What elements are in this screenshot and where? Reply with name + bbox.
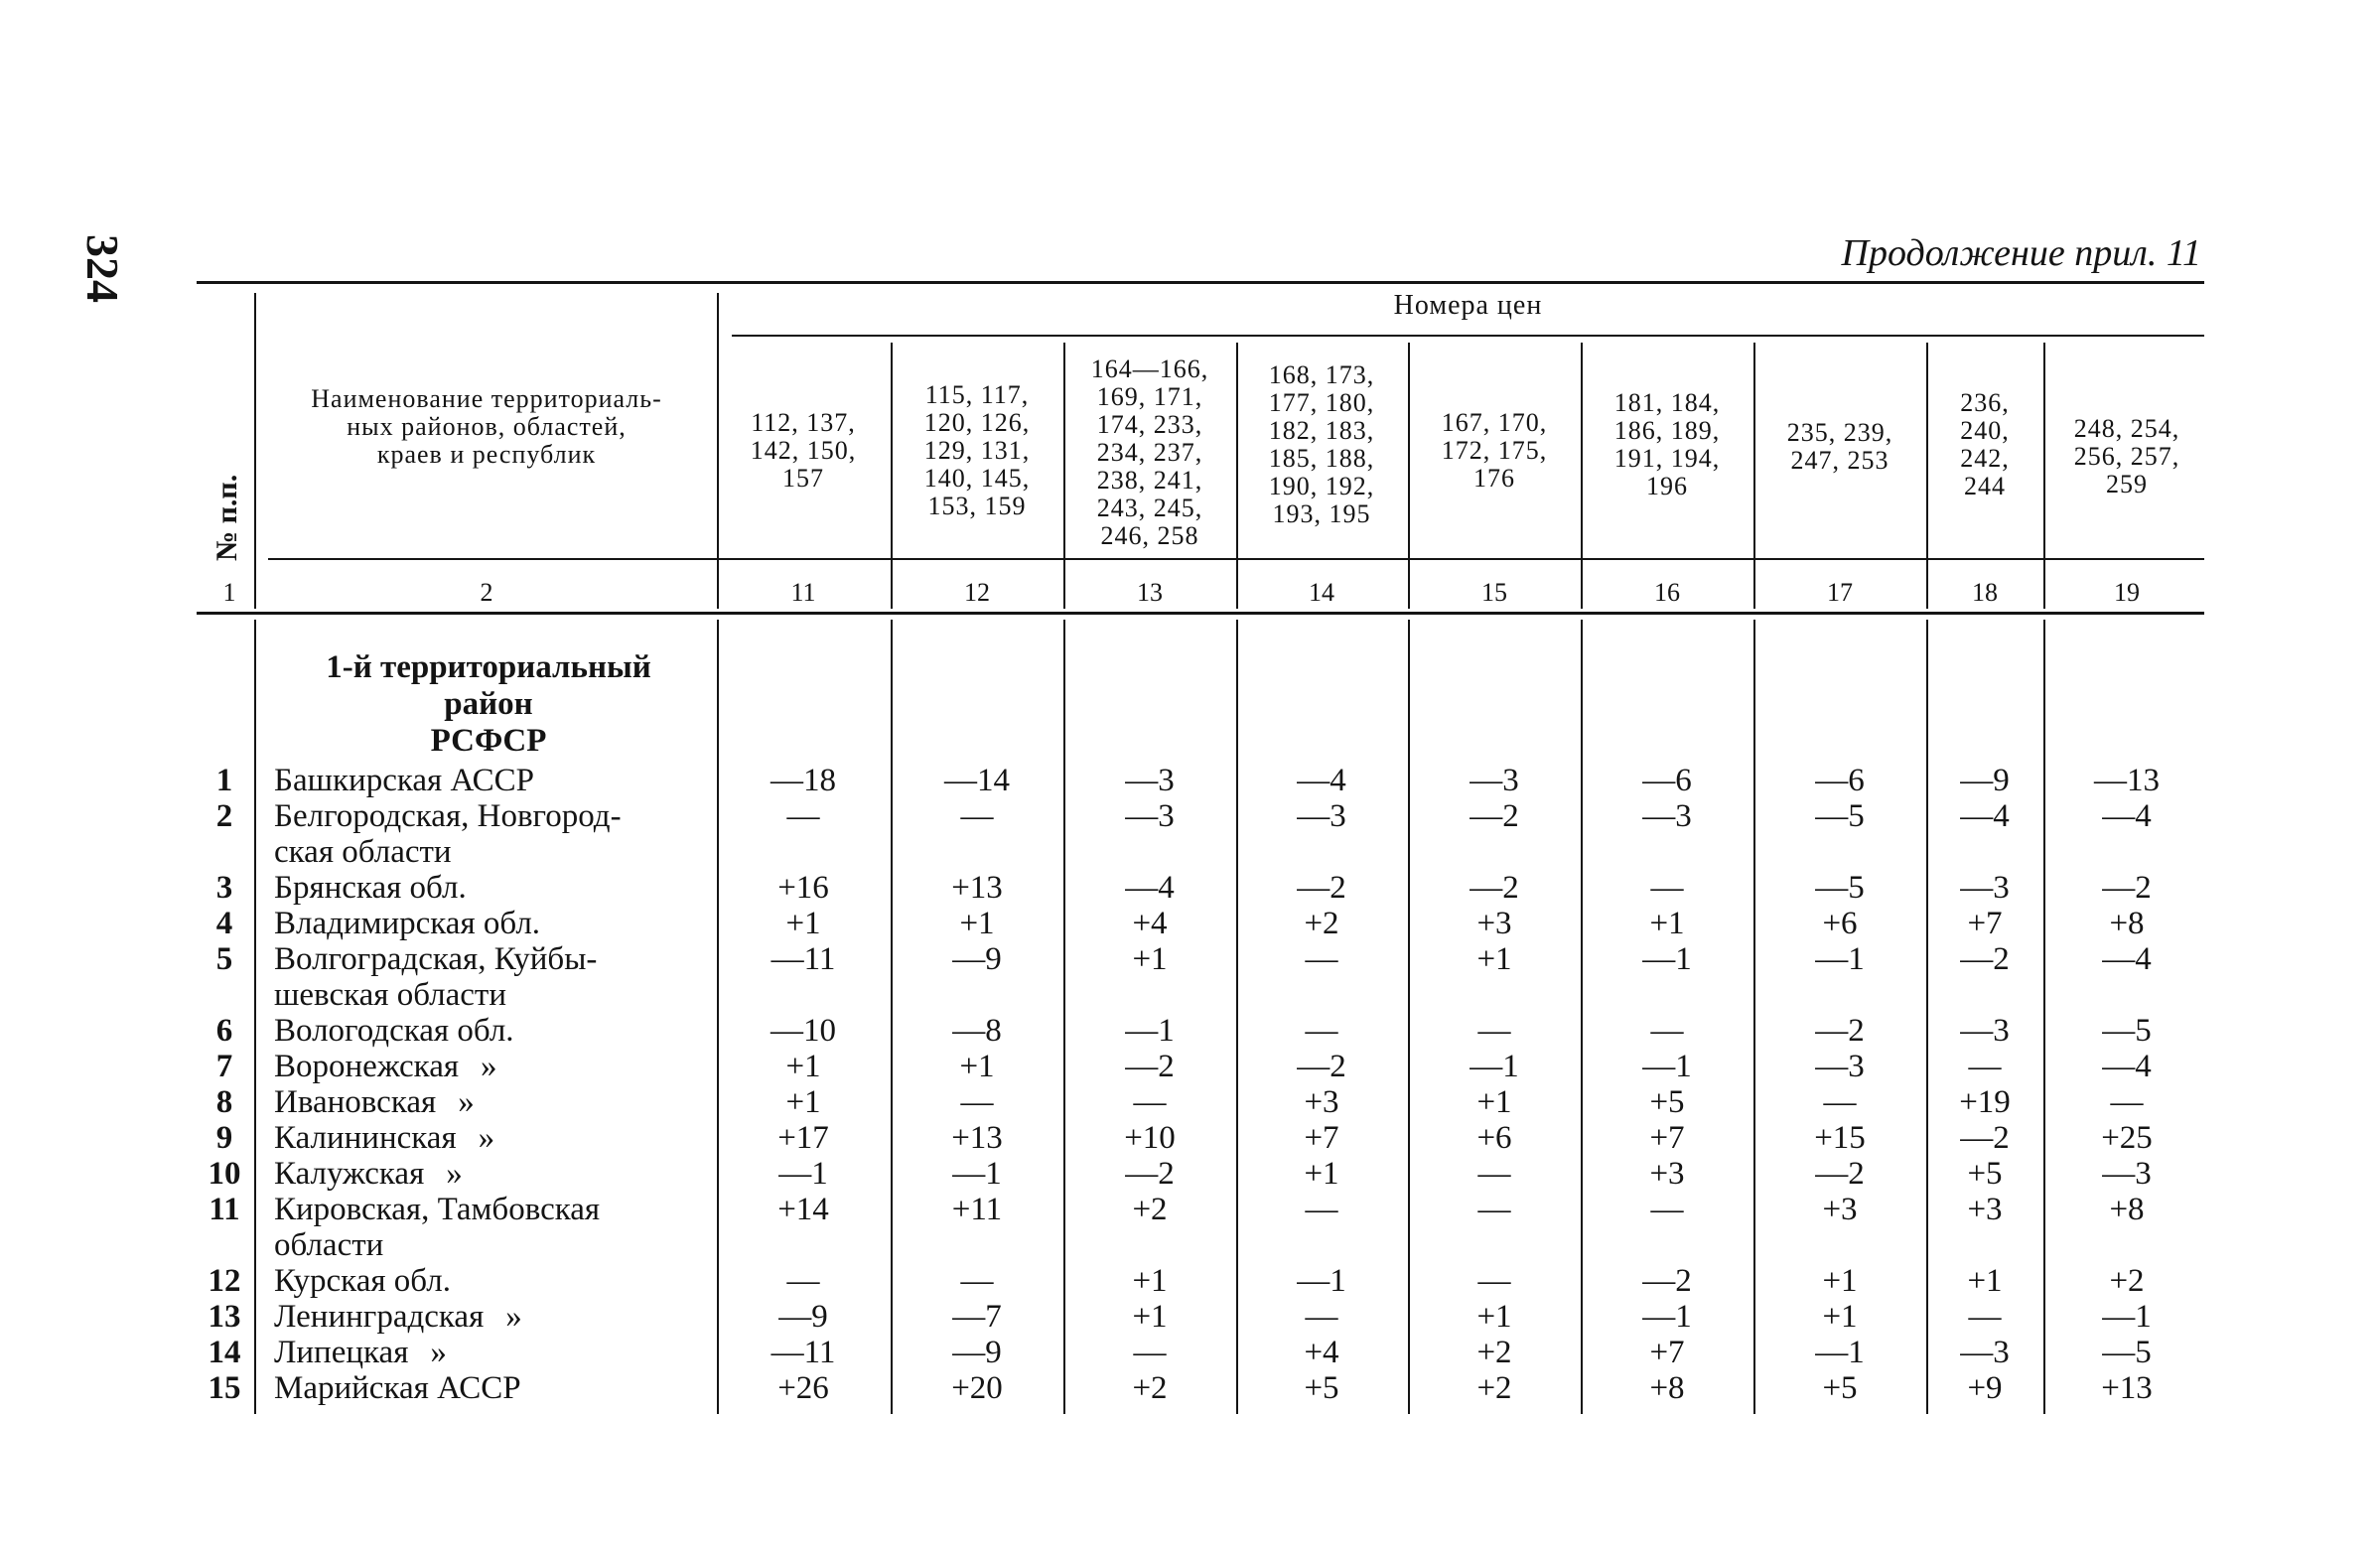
column-number: 11 [790, 578, 816, 607]
price-column-header: 115, 117, 120, 126, 129, 131, 140, 145, 153, 159 [923, 380, 1031, 521]
price-column-header: 235, 239, 247, 253 [1786, 418, 1893, 476]
price-adjustment-cell: +1 [785, 1049, 821, 1084]
price-adjustment-cell: +5 [1649, 1084, 1685, 1120]
price-adjustment-cell: —2 [1297, 870, 1346, 906]
region-name-text: Волгоградская, Куйбы- шевская области [274, 941, 598, 1013]
price-adjustment-cell: — [1477, 1263, 1511, 1299]
price-adjustment-cell: — [1650, 1013, 1684, 1049]
region-name-text: Владимирская обл. [274, 906, 541, 941]
price-adjustment-cell: +13 [951, 1120, 1003, 1156]
price-adjustment-cell: —1 [2102, 1299, 2152, 1335]
price-adjustment-cell: —2 [1470, 798, 1519, 834]
row-number: 6 [215, 1013, 233, 1049]
continuation-caption: Продолжение прил. 11 [1841, 232, 2201, 274]
price-adjustment-cell: +7 [1967, 906, 2003, 941]
column-number: 15 [1481, 578, 1507, 607]
name-column-header: Наименование территориаль- ных районов, областей, краев и республик [311, 384, 662, 470]
column-number: 16 [1654, 578, 1680, 607]
region-name [274, 941, 701, 1013]
price-adjustment-cell: —3 [1815, 1049, 1865, 1084]
column-number: 1 [222, 578, 236, 607]
col-divider [1408, 343, 1410, 609]
col-divider [1581, 620, 1583, 1414]
row-number: 1 [215, 763, 233, 798]
region-name-text: Белгородская, Новгород- ская области [274, 798, 622, 870]
price-adjustment-cell: — [1477, 1156, 1511, 1192]
price-adjustment-cell: +2 [1132, 1370, 1168, 1406]
price-adjustment-cell: +1 [1476, 1299, 1512, 1335]
price-adjustment-cell: —4 [1297, 763, 1346, 798]
price-adjustment-cell: +2 [2109, 1263, 2145, 1299]
price-adjustment-cell: —2 [1642, 1263, 1692, 1299]
price-adjustment-cell: +17 [777, 1120, 829, 1156]
price-adjustment-cell: —3 [1642, 798, 1692, 834]
price-group-header: Номера цен [1393, 290, 1543, 321]
price-adjustment-cell: — [1650, 870, 1684, 906]
column-number: 12 [964, 578, 990, 607]
price-column-header: 236, 240, 242, 244 [1960, 388, 2010, 501]
price-adjustment-cell: — [1477, 1192, 1511, 1227]
row-number: 9 [215, 1120, 233, 1156]
price-adjustment-cell: +9 [1967, 1370, 2003, 1406]
region-name-text: Калининская [274, 1120, 457, 1156]
price-adjustment-cell: —4 [2102, 941, 2152, 977]
region-name-text: Курская обл. [274, 1263, 451, 1299]
row-number: 11 [209, 1192, 240, 1227]
price-adjustment-cell: —4 [1960, 798, 2010, 834]
price-adjustment-cell: — [960, 1084, 994, 1120]
ditto-mark: » [446, 1156, 463, 1192]
price-adjustment-cell: —8 [952, 1013, 1002, 1049]
region-name [274, 1156, 701, 1192]
price-adjustment-cell: +7 [1649, 1335, 1685, 1370]
price-adjustment-cell: +1 [1476, 1084, 1512, 1120]
ditto-mark: » [505, 1299, 522, 1335]
col-divider [1063, 620, 1065, 1414]
region-name-text: Кировская, Тамбовская области [274, 1192, 601, 1263]
price-adjustment-cell: —18 [770, 763, 836, 798]
price-adjustment-cell: —2 [2102, 870, 2152, 906]
region-name [274, 1120, 701, 1156]
price-adjustment-cell: — [786, 798, 820, 834]
region-name [274, 1049, 701, 1084]
price-adjustment-cell: +4 [1132, 906, 1168, 941]
region-name [274, 906, 701, 941]
price-adjustment-cell: —3 [1297, 798, 1346, 834]
col-divider [717, 293, 719, 609]
row-number: 4 [215, 906, 233, 941]
price-adjustment-cell: +2 [1132, 1192, 1168, 1227]
region-name-text: Липецкая [274, 1335, 409, 1370]
price-adjustment-cell: +1 [1476, 941, 1512, 977]
price-adjustment-cell: —7 [952, 1299, 1002, 1335]
price-adjustment-cell: +1 [959, 906, 995, 941]
price-adjustment-cell: +5 [1822, 1370, 1858, 1406]
col-divider [1063, 343, 1065, 609]
region-name [274, 798, 701, 870]
column-number: 13 [1137, 578, 1163, 607]
region-name [274, 1192, 701, 1263]
price-adjustment-cell: —1 [1642, 1299, 1692, 1335]
price-adjustment-cell: —2 [1815, 1156, 1865, 1192]
price-adjustment-cell: —1 [1297, 1263, 1346, 1299]
price-adjustment-cell: —11 [770, 941, 836, 977]
price-adjustment-cell: +1 [1822, 1263, 1858, 1299]
region-name [274, 1084, 701, 1120]
price-adjustment-cell: —1 [1815, 1335, 1865, 1370]
price-adjustment-cell: —14 [944, 763, 1010, 798]
region-name-text: Брянская обл. [274, 870, 467, 906]
region-name [274, 870, 701, 906]
row-number: 2 [215, 798, 233, 834]
price-adjustment-cell: +3 [1649, 1156, 1685, 1192]
price-adjustment-cell: +13 [2101, 1370, 2153, 1406]
price-adjustment-cell: +2 [1476, 1370, 1512, 1406]
price-adjustment-cell: +1 [1132, 1299, 1168, 1335]
price-adjustment-cell: —3 [1125, 763, 1175, 798]
price-adjustment-cell: —2 [1815, 1013, 1865, 1049]
row-number: 10 [208, 1156, 241, 1192]
section-title: 1-й территориальный район РСФСР [326, 649, 651, 759]
price-adjustment-cell: +1 [1132, 1263, 1168, 1299]
price-adjustment-cell: —6 [1642, 763, 1692, 798]
region-name-text: Воронежская [274, 1049, 460, 1084]
price-adjustment-cell: — [1823, 1084, 1857, 1120]
price-adjustment-cell: —2 [1125, 1156, 1175, 1192]
price-adjustment-cell: +6 [1822, 906, 1858, 941]
price-adjustment-cell: +1 [1649, 906, 1685, 941]
col-divider [891, 343, 893, 609]
price-column-header: 248, 254, 256, 257, 259 [2073, 414, 2180, 499]
region-name-text: Ивановская [274, 1084, 437, 1120]
price-adjustment-cell: —2 [1960, 941, 2010, 977]
price-adjustment-cell: —1 [1642, 941, 1692, 977]
price-adjustment-cell: +20 [951, 1370, 1003, 1406]
column-number: 19 [2114, 578, 2140, 607]
region-name-text: Вологодская обл. [274, 1013, 514, 1049]
group-header-rule [732, 335, 2204, 337]
price-adjustment-cell: — [960, 798, 994, 834]
price-adjustment-cell: +3 [1822, 1192, 1858, 1227]
price-adjustment-cell: +25 [2101, 1120, 2153, 1156]
price-adjustment-cell: —5 [2102, 1013, 2152, 1049]
col-divider [1753, 620, 1755, 1414]
price-adjustment-cell: — [1477, 1013, 1511, 1049]
price-adjustment-cell: +8 [2109, 1192, 2145, 1227]
price-adjustment-cell: +5 [1967, 1156, 2003, 1192]
price-adjustment-cell: +14 [777, 1192, 829, 1227]
ditto-mark: » [430, 1335, 447, 1370]
region-name [274, 1299, 701, 1335]
price-adjustment-cell: —5 [1815, 798, 1865, 834]
price-adjustment-cell: —11 [770, 1335, 836, 1370]
price-adjustment-cell: +1 [785, 1084, 821, 1120]
price-adjustment-cell: — [1650, 1192, 1684, 1227]
col-divider [891, 620, 893, 1414]
price-adjustment-cell: +2 [1304, 906, 1339, 941]
ditto-mark: » [478, 1120, 495, 1156]
price-adjustment-cell: —13 [2094, 763, 2160, 798]
price-adjustment-cell: —2 [1960, 1120, 2010, 1156]
price-column-header: 167, 170, 172, 175, 176 [1441, 408, 1548, 494]
region-name-text: Калужская [274, 1156, 425, 1192]
ditto-mark: » [458, 1084, 475, 1120]
price-adjustment-cell: — [1133, 1335, 1167, 1370]
price-column-header: 164—166, 169, 171, 174, 233, 234, 237, 238, 241, 243, 245, 246, 258 [1090, 354, 1209, 551]
table-body-rule [197, 612, 2204, 615]
row-number: 7 [215, 1049, 233, 1084]
col-divider [1753, 343, 1755, 609]
price-adjustment-cell: +16 [777, 870, 829, 906]
price-adjustment-cell: — [1305, 941, 1338, 977]
price-adjustment-cell: — [1305, 1192, 1338, 1227]
price-adjustment-cell: —2 [1297, 1049, 1346, 1084]
price-adjustment-cell: +7 [1304, 1120, 1339, 1156]
row-number: 15 [208, 1370, 241, 1406]
price-adjustment-cell: — [1305, 1299, 1338, 1335]
price-adjustment-cell: —10 [770, 1013, 836, 1049]
price-adjustment-cell: +3 [1476, 906, 1512, 941]
price-adjustment-cell: +13 [951, 870, 1003, 906]
price-adjustment-cell: —3 [1960, 1335, 2010, 1370]
col-divider [254, 620, 256, 1414]
price-adjustment-cell: — [1133, 1084, 1167, 1120]
price-adjustment-cell: +1 [1967, 1263, 2003, 1299]
price-adjustment-cell: +1 [1304, 1156, 1339, 1192]
price-adjustment-cell: — [1968, 1049, 2002, 1084]
price-adjustment-cell: +26 [777, 1370, 829, 1406]
price-adjustment-cell: +10 [1124, 1120, 1176, 1156]
price-adjustment-cell: — [786, 1263, 820, 1299]
column-number: 14 [1309, 578, 1334, 607]
price-adjustment-cell: +4 [1304, 1335, 1339, 1370]
price-adjustment-cell: —1 [952, 1156, 1002, 1192]
price-adjustment-cell: —2 [1125, 1049, 1175, 1084]
region-name [274, 1263, 701, 1299]
price-adjustment-cell: +2 [1476, 1335, 1512, 1370]
price-adjustment-cell: +15 [1814, 1120, 1866, 1156]
price-column-header: 168, 173, 177, 180, 182, 183, 185, 188, 190, 192, 193, 195 [1268, 360, 1375, 529]
price-adjustment-cell: +5 [1304, 1370, 1339, 1406]
column-number: 17 [1827, 578, 1853, 607]
price-adjustment-cell: —9 [952, 1335, 1002, 1370]
price-adjustment-cell: —5 [2102, 1335, 2152, 1370]
price-adjustment-cell: —3 [1125, 798, 1175, 834]
price-adjustment-cell: +1 [959, 1049, 995, 1084]
region-name-text: Башкирская АССР [274, 763, 535, 798]
price-adjustment-cell: —4 [2102, 1049, 2152, 1084]
price-adjustment-cell: +19 [1959, 1084, 2011, 1120]
price-adjustment-cell: —5 [1815, 870, 1865, 906]
col-divider [717, 620, 719, 1414]
price-adjustment-cell: +6 [1476, 1120, 1512, 1156]
price-adjustment-cell: — [960, 1263, 994, 1299]
region-name [274, 1013, 701, 1049]
price-adjustment-cell: +3 [1967, 1192, 2003, 1227]
rownum-header: № п.п. [210, 474, 243, 561]
region-name [274, 1335, 701, 1370]
price-adjustment-cell: —1 [1125, 1013, 1175, 1049]
price-adjustment-cell: —1 [1815, 941, 1865, 977]
price-adjustment-cell: +7 [1649, 1120, 1685, 1156]
row-number: 5 [215, 941, 233, 977]
price-adjustment-cell: —1 [1642, 1049, 1692, 1084]
price-adjustment-cell: +3 [1304, 1084, 1339, 1120]
price-adjustment-cell: — [1968, 1299, 2002, 1335]
price-adjustment-cell: —9 [778, 1299, 828, 1335]
price-adjustment-cell: +8 [1649, 1370, 1685, 1406]
price-adjustment-cell: — [1305, 1013, 1338, 1049]
price-column-header: 112, 137, 142, 150, 157 [750, 408, 857, 494]
price-adjustment-cell: —9 [952, 941, 1002, 977]
price-adjustment-cell: —6 [1815, 763, 1865, 798]
price-adjustment-cell: +1 [1822, 1299, 1858, 1335]
region-name [274, 1370, 701, 1406]
price-adjustment-cell: +1 [1132, 941, 1168, 977]
price-adjustment-cell: +8 [2109, 906, 2145, 941]
region-name [274, 763, 701, 798]
region-name-text: Марийская АССР [274, 1370, 521, 1406]
price-adjustment-cell: —3 [1960, 1013, 2010, 1049]
row-number: 3 [215, 870, 233, 906]
price-adjustment-cell: +1 [785, 906, 821, 941]
column-number: 18 [1972, 578, 1998, 607]
row-number: 14 [208, 1335, 241, 1370]
price-adjustment-cell: —3 [1470, 763, 1519, 798]
row-number: 8 [215, 1084, 233, 1120]
price-adjustment-cell: — [2110, 1084, 2144, 1120]
ditto-mark: » [481, 1049, 497, 1084]
row-number: 12 [208, 1263, 241, 1299]
price-adjustment-cell: —4 [1125, 870, 1175, 906]
price-adjustment-cell: —2 [1470, 870, 1519, 906]
col-divider [1408, 620, 1410, 1414]
column-number: 2 [480, 578, 493, 607]
price-adjustment-cell: —1 [1470, 1049, 1519, 1084]
price-adjustment-cell: —4 [2102, 798, 2152, 834]
table-top-rule [197, 281, 2204, 284]
row-number: 13 [208, 1299, 241, 1335]
col-divider [1581, 343, 1583, 609]
col-divider [254, 293, 256, 609]
price-adjustment-cell: —9 [1960, 763, 2010, 798]
price-adjustment-cell: +11 [951, 1192, 1003, 1227]
region-name-text: Ленинградская [274, 1299, 485, 1335]
price-adjustment-cell: —3 [1960, 870, 2010, 906]
page-number: 324 [77, 234, 128, 303]
price-column-header: 181, 184, 186, 189, 191, 194, 196 [1613, 388, 1721, 501]
price-adjustment-cell: —3 [2102, 1156, 2152, 1192]
price-adjustment-cell: —1 [778, 1156, 828, 1192]
